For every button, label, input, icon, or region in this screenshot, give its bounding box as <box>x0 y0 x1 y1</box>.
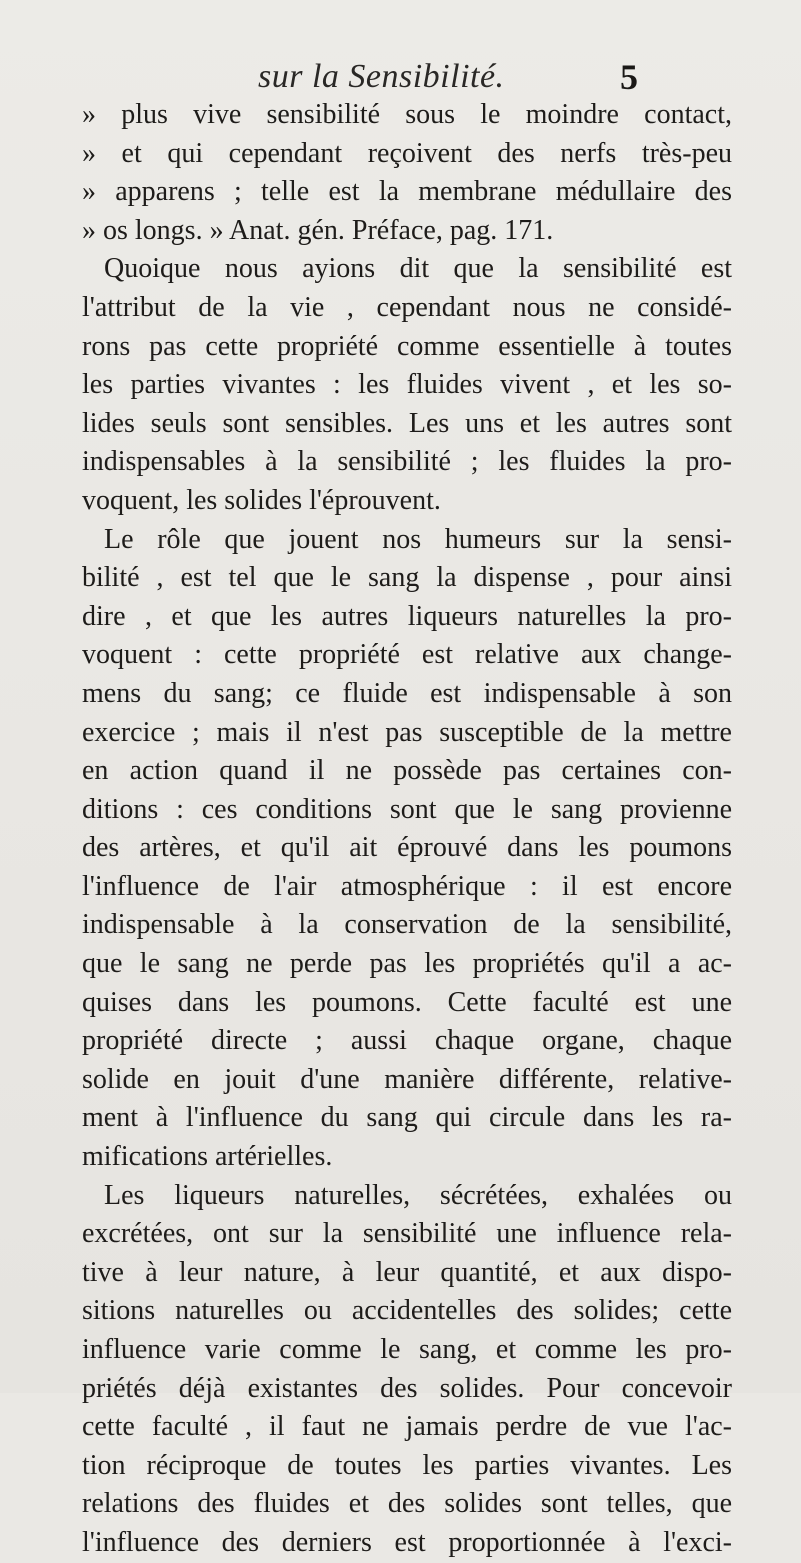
running-title: sur la Sensibilité. <box>258 58 505 95</box>
text-line: les parties vivantes : les fluides vivent , et les so- <box>82 369 732 401</box>
paragraph-start-line: Quoique nous ayions dit que la sensibilité est <box>104 253 732 285</box>
text-line: cette faculté , il faut ne jamais perdre de vue l'ac- <box>82 1411 732 1443</box>
paragraph-start-line: Le rôle que jouent nos humeurs sur la sensi- <box>104 523 732 555</box>
text-line: priétés déjà existantes des solides. Pour concevoir <box>82 1372 732 1404</box>
text-line: en action quand il ne possède pas certaines con- <box>82 755 732 787</box>
text-line: ment à l'influence du sang qui circule dans les ra- <box>82 1102 732 1134</box>
text-line: l'attribut de la vie , cependant nous ne considé- <box>82 291 732 323</box>
text-line: mens du sang; ce fluide est indispensable à son <box>82 677 732 709</box>
text-line: exercice ; mais il n'est pas susceptible de la mettre <box>82 716 732 748</box>
text-line: bilité , est tel que le sang la dispense , pour ainsi <box>82 562 732 594</box>
body-text <box>82 96 732 1563</box>
text-line: » et qui cependant reçoivent des nerfs très-peu <box>82 137 732 169</box>
text-line: » os longs. » Anat. gén. Préface, pag. 171. <box>82 214 554 246</box>
text-line: relations des fluides et des solides sont telles, que <box>82 1488 732 1520</box>
text-line: mifications artérielles. <box>82 1141 333 1173</box>
text-line: voquent : cette propriété est relative aux change- <box>82 639 732 671</box>
text-line: excrétées, ont sur la sensibilité une influence rela- <box>82 1218 732 1250</box>
text-line: » apparens ; telle est la membrane médullaire des <box>82 176 732 208</box>
text-line: tion réciproque de toutes les parties vivantes. Les <box>82 1449 732 1481</box>
text-line: voquent, les solides l'éprouvent. <box>82 484 441 516</box>
text-line: rons pas cette propriété comme essentielle à toutes <box>82 330 732 362</box>
text-line: sitions naturelles ou accidentelles des solides; cette <box>82 1295 732 1327</box>
text-line: ditions : ces conditions sont que le sang provienne <box>82 793 732 825</box>
text-line: lides seuls sont sensibles. Les uns et les autres sont <box>82 407 732 439</box>
running-head <box>0 58 801 98</box>
text-line: » plus vive sensibilité sous le moindre contact, <box>82 99 732 130</box>
text-line: dire , et que les autres liqueurs naturelles la pro- <box>82 600 732 632</box>
page-number: 5 <box>620 57 638 97</box>
text-line: indispensable à la conservation de la sensibilité, <box>82 909 732 941</box>
text-line: solide en jouit d'une manière différente, relative- <box>82 1063 732 1095</box>
text-line: tive à leur nature, à leur quantité, et aux dispo- <box>82 1256 732 1288</box>
text-line: l'influence des derniers est proportionnée à l'exci- <box>82 1526 732 1558</box>
text-line: que le sang ne perde pas les propriétés qu'il a ac- <box>82 948 732 980</box>
text-line: l'influence de l'air atmosphérique : il est encore <box>82 870 732 902</box>
text-line: quises dans les poumons. Cette faculté est une <box>82 986 732 1018</box>
text-line: indispensables à la sensibilité ; les fluides la pro- <box>82 446 732 478</box>
text-line: influence varie comme le sang, et comme les pro- <box>82 1334 732 1365</box>
text-line: propriété directe ; aussi chaque organe, chaque <box>82 1025 732 1057</box>
text-line: des artères, et qu'il ait éprouvé dans les poumons <box>82 832 732 864</box>
paragraph-start-line: Les liqueurs naturelles, sécrétées, exhalées ou <box>104 1179 732 1211</box>
